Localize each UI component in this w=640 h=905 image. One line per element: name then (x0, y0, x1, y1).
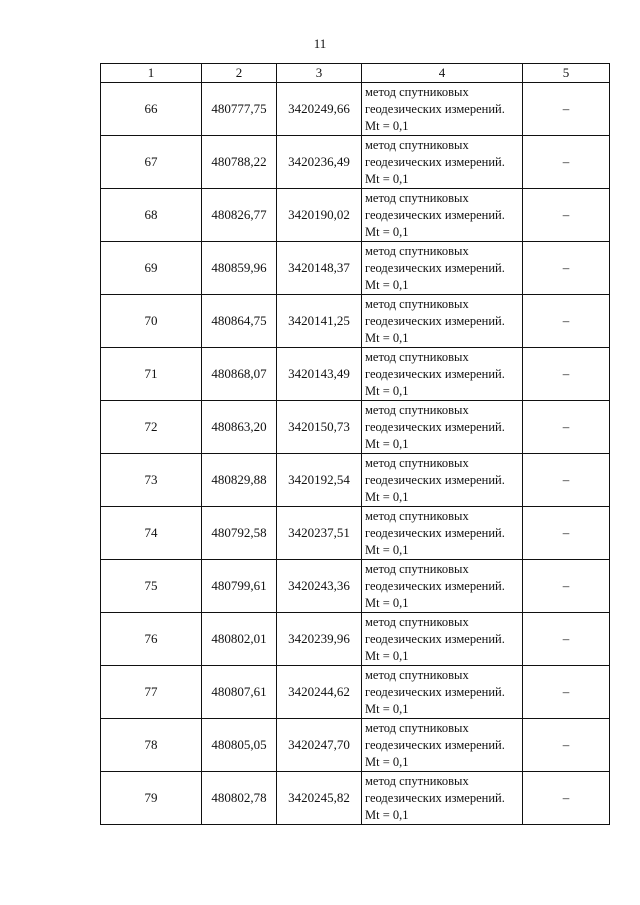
method-cell: метод спутниковых геодезических измерений. Mt = 0,1 (362, 348, 523, 401)
method-cell: метод спутниковых геодезических измерений. Mt = 0,1 (362, 772, 523, 825)
y-coordinate-cell: 3420143,49 (277, 348, 362, 401)
table-header-row (101, 64, 610, 83)
note-cell: – (523, 348, 610, 401)
y-coordinate-cell: 3420150,73 (277, 401, 362, 454)
note-cell: – (523, 136, 610, 189)
point-number-cell: 71 (101, 348, 202, 401)
point-number-cell: 66 (101, 83, 202, 136)
method-cell: метод спутниковых геодезических измерений. Mt = 0,1 (362, 242, 523, 295)
note-cell: – (523, 666, 610, 719)
y-coordinate-cell: 3420245,82 (277, 772, 362, 825)
column-header-5: 5 (523, 64, 610, 83)
x-coordinate-cell: 480863,20 (202, 401, 277, 454)
table-row (101, 83, 610, 136)
method-cell: метод спутниковых геодезических измерений. Mt = 0,1 (362, 454, 523, 507)
point-number-cell: 69 (101, 242, 202, 295)
note-cell: – (523, 189, 610, 242)
note-cell: – (523, 507, 610, 560)
table-row (101, 136, 610, 189)
note-cell: – (523, 83, 610, 136)
table-body (101, 83, 610, 825)
table-row (101, 772, 610, 825)
x-coordinate-cell: 480777,75 (202, 83, 277, 136)
method-cell: метод спутниковых геодезических измерений. Mt = 0,1 (362, 136, 523, 189)
note-cell: – (523, 560, 610, 613)
note-cell: – (523, 772, 610, 825)
note-cell: – (523, 454, 610, 507)
method-cell: метод спутниковых геодезических измерений. Mt = 0,1 (362, 83, 523, 136)
point-number-cell: 77 (101, 666, 202, 719)
x-coordinate-cell: 480829,88 (202, 454, 277, 507)
point-number-cell: 79 (101, 772, 202, 825)
table-row (101, 242, 610, 295)
x-coordinate-cell: 480799,61 (202, 560, 277, 613)
point-number-cell: 73 (101, 454, 202, 507)
x-coordinate-cell: 480792,58 (202, 507, 277, 560)
point-number-cell: 78 (101, 719, 202, 772)
page-number: 11 (313, 36, 327, 51)
note-cell: – (523, 295, 610, 348)
table-row (101, 189, 610, 242)
x-coordinate-cell: 480805,05 (202, 719, 277, 772)
table-row (101, 666, 610, 719)
method-cell: метод спутниковых геодезических измерений. Mt = 0,1 (362, 613, 523, 666)
y-coordinate-cell: 3420244,62 (277, 666, 362, 719)
table-row (101, 348, 610, 401)
x-coordinate-cell: 480859,96 (202, 242, 277, 295)
point-number-cell: 70 (101, 295, 202, 348)
y-coordinate-cell: 3420192,54 (277, 454, 362, 507)
note-cell: – (523, 242, 610, 295)
y-coordinate-cell: 3420190,02 (277, 189, 362, 242)
x-coordinate-cell: 480868,07 (202, 348, 277, 401)
method-cell: метод спутниковых геодезических измерений. Mt = 0,1 (362, 401, 523, 454)
table-row (101, 560, 610, 613)
y-coordinate-cell: 3420239,96 (277, 613, 362, 666)
point-number-cell: 72 (101, 401, 202, 454)
point-number-cell: 67 (101, 136, 202, 189)
table-row (101, 454, 610, 507)
y-coordinate-cell: 3420148,37 (277, 242, 362, 295)
y-coordinate-cell: 3420249,66 (277, 83, 362, 136)
y-coordinate-cell: 3420236,49 (277, 136, 362, 189)
column-header-4: 4 (362, 64, 523, 83)
column-header-3: 3 (277, 64, 362, 83)
x-coordinate-cell: 480826,77 (202, 189, 277, 242)
x-coordinate-cell: 480802,01 (202, 613, 277, 666)
table-row (101, 401, 610, 454)
y-coordinate-cell: 3420141,25 (277, 295, 362, 348)
table-row (101, 295, 610, 348)
column-header-2: 2 (202, 64, 277, 83)
note-cell: – (523, 613, 610, 666)
column-header-1: 1 (101, 64, 202, 83)
y-coordinate-cell: 3420243,36 (277, 560, 362, 613)
method-cell: метод спутниковых геодезических измерений. Mt = 0,1 (362, 189, 523, 242)
method-cell: метод спутниковых геодезических измерений. Mt = 0,1 (362, 666, 523, 719)
point-number-cell: 68 (101, 189, 202, 242)
x-coordinate-cell: 480807,61 (202, 666, 277, 719)
table-row (101, 613, 610, 666)
method-cell: метод спутниковых геодезических измерений. Mt = 0,1 (362, 295, 523, 348)
y-coordinate-cell: 3420237,51 (277, 507, 362, 560)
table-row (101, 507, 610, 560)
coordinates-table (100, 63, 610, 825)
note-cell: – (523, 401, 610, 454)
point-number-cell: 74 (101, 507, 202, 560)
table-row (101, 719, 610, 772)
method-cell: метод спутниковых геодезических измерений. Mt = 0,1 (362, 560, 523, 613)
note-cell: – (523, 719, 610, 772)
point-number-cell: 76 (101, 613, 202, 666)
x-coordinate-cell: 480788,22 (202, 136, 277, 189)
method-cell: метод спутниковых геодезических измерений. Mt = 0,1 (362, 507, 523, 560)
point-number-cell: 75 (101, 560, 202, 613)
x-coordinate-cell: 480802,78 (202, 772, 277, 825)
x-coordinate-cell: 480864,75 (202, 295, 277, 348)
method-cell: метод спутниковых геодезических измерений. Mt = 0,1 (362, 719, 523, 772)
y-coordinate-cell: 3420247,70 (277, 719, 362, 772)
